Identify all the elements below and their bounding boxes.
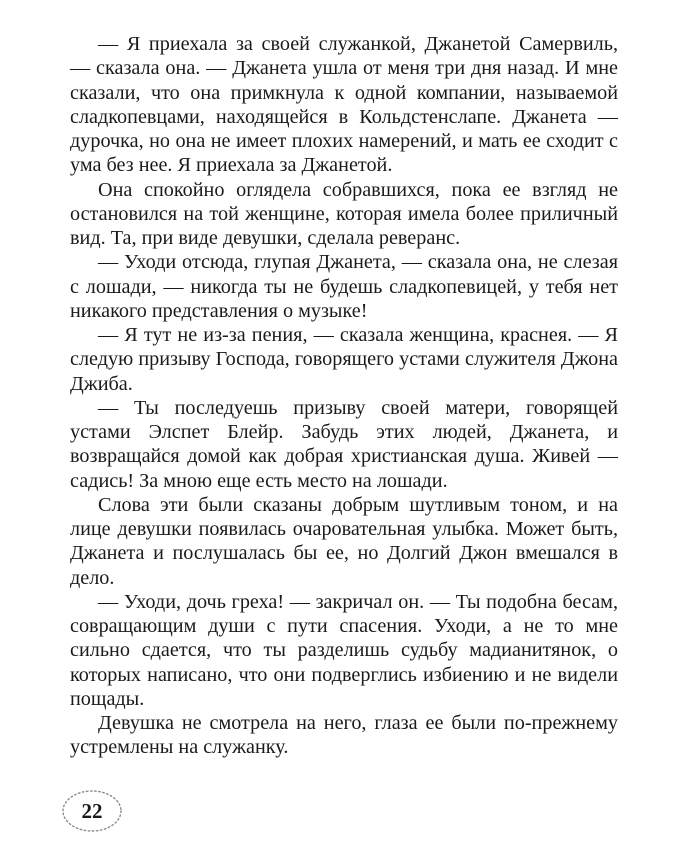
- paragraph-8: Девушка не смотрела на него, глаза ее были по-прежнему устремлены на служанку.: [70, 712, 618, 759]
- paragraph-2: Она спокойно оглядела собравшихся, пока ее взгляд не остановился на той женщине, которая имела более приличный вид. Та, при виде девушки, сделала реверанс.: [70, 178, 618, 249]
- body-text: [70, 32, 618, 760]
- paragraph-6: Слова эти были сказаны добрым шутливым тоном, и на лице девушки появилась очаровательная улыбка. Может быть, Джанета и послушалась бы ее, но Долгий Джон вмешался в дело.: [70, 493, 618, 589]
- paragraph-4: — Я тут не из-за пения, — сказала женщина, краснея. — Я следую призыву Господа, говорящего устами служителя Джона Джиба.: [70, 324, 618, 395]
- page-number-badge: [60, 788, 124, 834]
- paragraph-7: — Уходи, дочь греха! — закричал он. — Ты подобна бесам, совращающим души с пути спасения. Уходи, а не то мне сильно сдается, что ты разделишь судьбу мадианитянок, о которых написано, что они подверглись избиению и не видели пощады.: [70, 590, 618, 710]
- paragraph-1: — Я приехала за своей служанкой, Джанетой Самервиль, — сказала она. — Джанета ушла от меня три дня назад. И мне сказали, что она примкнула к одной компании, называемой сладкопевцами, находящейся в Кольдстенслапе. Джанета — дурочка, но она не имеет плохих намерений, и мать ее сходит с ума без нее. Я приехала за Джанетой.: [70, 33, 618, 177]
- paragraph-5: — Ты последуешь призыву своей матери, говорящей устами Элспет Блейр. Забудь этих людей, Джанета, и возвращайся домой как добрая христианская душа. Живей — садись! За мною еще есть место на лошади.: [70, 396, 618, 492]
- page-number: 22: [81, 799, 103, 823]
- paragraph-3: — Уходи отсюда, глупая Джанета, — сказала она, не слезая с лошади, — никогда ты не будешь сладкопевицей, у тебя нет никакого представления о музыке!: [70, 251, 618, 322]
